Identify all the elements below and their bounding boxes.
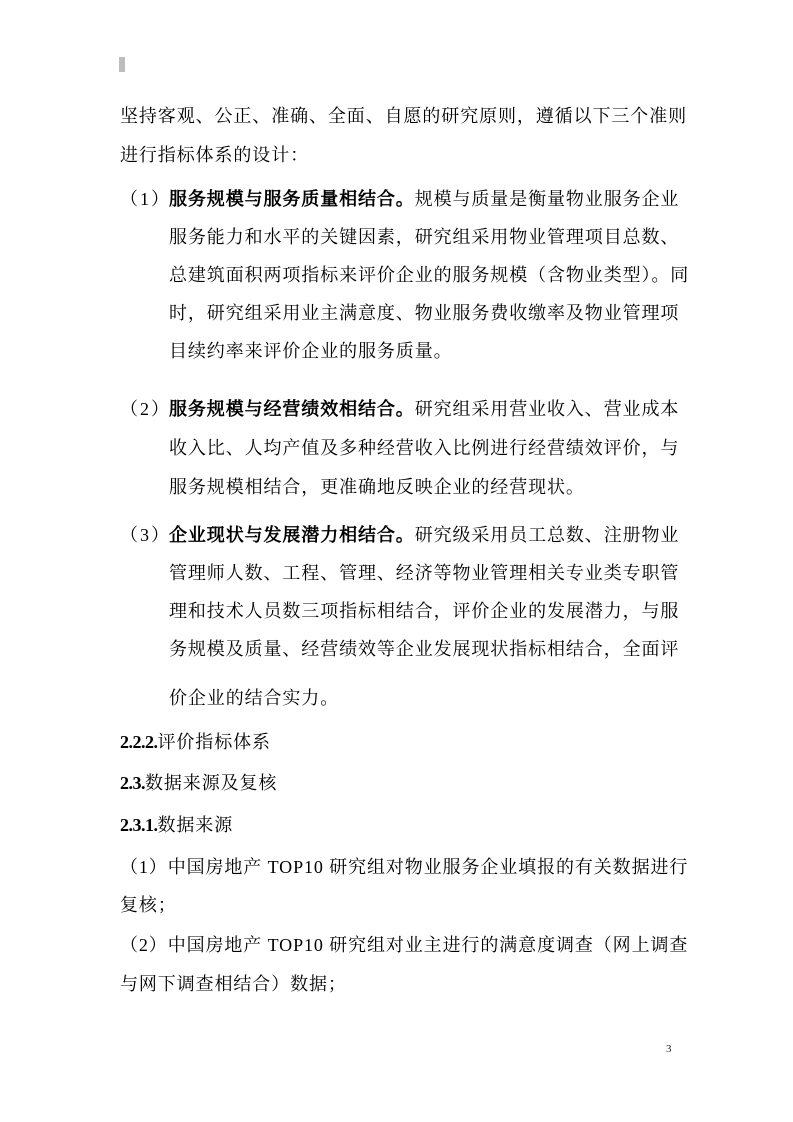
principle-1-line-5: 目续约率来评价企业的服务质量。 — [169, 341, 453, 361]
principle-1-line-1 — [120, 187, 680, 211]
principle-2-text: 研究组采用营业收入、营业成本 — [414, 399, 680, 419]
principle-3-label: （3） — [120, 525, 169, 545]
paragraph-marker — [119, 57, 125, 72]
principle-3-line-1 — [120, 523, 680, 547]
page-number: 3 — [666, 1043, 672, 1055]
heading-2-3 — [120, 771, 680, 795]
principle-1-text: 规模与质量是衡量物业服务企业 — [414, 189, 680, 209]
source-1-line-1: （1）中国房地产 TOP10 研究组对物业服务企业填报的有关数据进行 — [120, 857, 689, 877]
heading-number: 2.3. — [120, 773, 145, 793]
principle-1-line-4: 时，研究组采用业主满意度、物业服务费收缴率及物业管理项 — [169, 303, 680, 323]
principle-1-line-3: 总建筑面积两项指标来评价企业的服务规模（含物业类型）。同 — [169, 265, 690, 285]
source-2-line-1: （2）中国房地产 TOP10 研究组对业主进行的满意度调查（网上调查 — [120, 935, 689, 955]
heading-number: 2.2.2. — [120, 732, 158, 752]
principle-3-line-4: 务规模及质量、经营绩效等企业发展现状指标相结合，全面评 — [169, 639, 680, 659]
principle-3-title: 企业现状与发展潜力相结合。 — [169, 525, 415, 545]
principle-2-line-3: 服务规模相结合，更准确地反映企业的经营现状。 — [169, 477, 585, 497]
principle-2-line-1 — [120, 397, 680, 421]
heading-2-3-1 — [120, 813, 680, 837]
principle-3-line-3: 理和技术人员数三项指标相结合，评价企业的发展潜力，与服 — [169, 601, 680, 621]
heading-text: 评价指标体系 — [157, 732, 271, 752]
principle-1-title: 服务规模与服务质量相结合。 — [169, 189, 415, 209]
principle-3-text: 研究级采用员工总数、注册物业 — [414, 525, 680, 545]
principle-2-line-2: 收入比、人均产值及多种经营收入比例进行经营绩效评价，与 — [169, 438, 680, 458]
source-2-line-2: 与网下调查相结合）数据； — [120, 974, 347, 994]
principle-1-line-2: 服务能力和水平的关键因素，研究组采用物业管理项目总数、 — [169, 227, 680, 247]
principle-3-line-5: 价企业的结合实力。 — [169, 688, 340, 708]
principle-1-label: （1） — [120, 189, 169, 209]
principle-2-label: （2） — [120, 399, 169, 419]
source-1-line-2: 复核； — [120, 895, 177, 915]
heading-text: 数据来源及复核 — [145, 773, 278, 793]
intro-line-1: 坚持客观、公正、准确、全面、自愿的研究原则，遵循以下三个准则 — [120, 106, 687, 126]
heading-number: 2.3.1. — [120, 815, 158, 835]
heading-2-2-2 — [120, 730, 680, 754]
intro-line-2: 进行指标体系的设计： — [120, 145, 309, 165]
heading-text: 数据来源 — [157, 815, 234, 835]
principle-3-line-2: 管理师人数、工程、管理、经济等物业管理相关专业类专职管 — [169, 563, 680, 583]
principle-2-title: 服务规模与经营绩效相结合。 — [169, 399, 415, 419]
